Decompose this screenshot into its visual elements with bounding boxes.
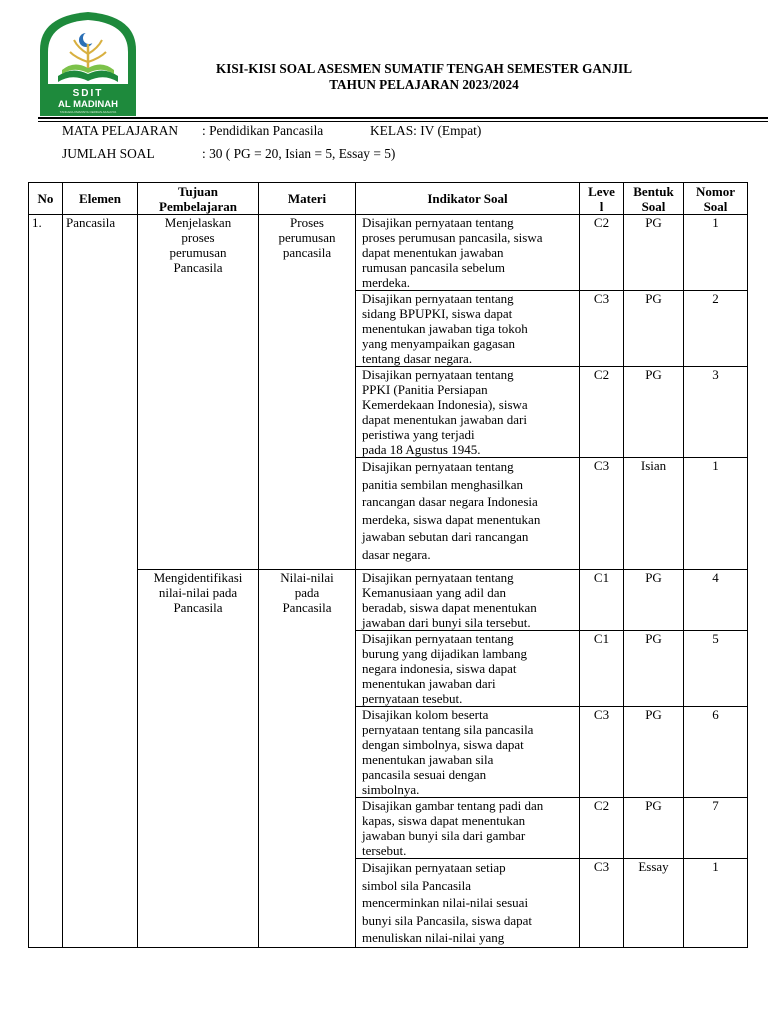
cell-level: C1 [580, 631, 624, 707]
cell-bentuk: PG [624, 798, 684, 859]
cell-indikator: Disajikan pernyataan tentang burung yang dijadikan lambang negara indonesia, siswa dapat menentukan jawaban dari pernyataan tesebut. [356, 631, 580, 707]
cell-indikator: Disajikan pernyataan setiap simbol sila Pancasila mencerminkan nilai-nilai sesuai bunyi sila Pancasila, siswa dapat menuliskan nilai-nilai yang [356, 859, 580, 948]
svg-text:TANGGUH IMANNYA CERDAS AKALNYA: TANGGUH IMANNYA CERDAS AKALNYA [59, 110, 117, 114]
document-title [150, 61, 698, 93]
mapel-value: : Pendidikan Pancasila [202, 123, 324, 138]
kisi-kisi-table [28, 182, 748, 948]
cell-nomor: 6 [684, 707, 748, 798]
table-header-row [29, 183, 748, 215]
cell-level: C3 [580, 458, 624, 570]
cell-nomor: 7 [684, 798, 748, 859]
cell-bentuk: PG [624, 570, 684, 631]
cell-level: C2 [580, 798, 624, 859]
cell-indikator: Disajikan kolom beserta pernyataan tentang sila pancasila dengan simbolnya, siswa dapat menentukan jawaban sila pancasila sesuai dengan simbolnya. [356, 707, 580, 798]
cell-bentuk: PG [624, 215, 684, 291]
cell-bentuk: PG [624, 367, 684, 458]
cell-nomor: 1 [684, 458, 748, 570]
cell-no: 1. [29, 215, 63, 948]
header-nomor: Nomor Soal [684, 183, 748, 215]
mapel-label: MATA PELAJARAN [62, 123, 179, 138]
cell-nomor: 2 [684, 291, 748, 367]
svg-text:AL MADINAH: AL MADINAH [58, 99, 118, 110]
school-logo [36, 10, 140, 120]
jumlah-label: JUMLAH SOAL [62, 146, 155, 161]
header-materi: Materi [259, 183, 356, 215]
cell-nomor: 1 [684, 859, 748, 948]
cell-nomor: 1 [684, 215, 748, 291]
table-row [29, 215, 748, 291]
svg-text:SDIT: SDIT [72, 88, 104, 99]
cell-indikator: Disajikan pernyataan tentang proses perumusan pancasila, siswa dapat menentukan jawaban rumusan pancasila sebelum merdeka. [356, 215, 580, 291]
cell-materi-1: Proses perumusan pancasila [259, 215, 356, 570]
cell-indikator: Disajikan pernyataan tentang PPKI (Panitia Persiapan Kemerdekaan Indonesia), siswa dapat menentukan jawaban dari peristiwa yang terjadi pada 18 Agustus 1945. [356, 367, 580, 458]
header-elemen: Elemen [63, 183, 138, 215]
header-level: Leve l [580, 183, 624, 215]
cell-tujuan-1: Menjelaskan proses perumusan Pancasila [138, 215, 259, 570]
cell-tujuan-2: Mengidentifikasi nilai-nilai pada Pancasila [138, 570, 259, 948]
cell-bentuk: PG [624, 631, 684, 707]
header-rule-thin [38, 121, 768, 122]
cell-bentuk: PG [624, 707, 684, 798]
cell-elemen: Pancasila [63, 215, 138, 948]
cell-indikator: Disajikan pernyataan tentang sidang BPUPKI, siswa dapat menentukan jawaban tiga tokoh yang menyampaikan gagasan tentang dasar negara. [356, 291, 580, 367]
cell-bentuk: Isian [624, 458, 684, 570]
header-no: No [29, 183, 63, 215]
jumlah-value: : 30 ( PG = 20, Isian = 5, Essay = 5) [202, 146, 396, 161]
cell-materi-2: Nilai-nilai pada Pancasila [259, 570, 356, 948]
kelas-value: KELAS: IV (Empat) [370, 123, 482, 138]
cell-level: C3 [580, 859, 624, 948]
header-bentuk: Bentuk Soal [624, 183, 684, 215]
cell-level: C1 [580, 570, 624, 631]
cell-indikator: Disajikan pernyataan tentang Kemanusiaan yang adil dan beradab, siswa dapat menentukan jawaban dari bunyi sila tersebut. [356, 570, 580, 631]
cell-nomor: 3 [684, 367, 748, 458]
cell-indikator: Disajikan pernyataan tentang panitia sembilan menghasilkan rancangan dasar negara Indonesia merdeka, siswa dapat menentukan jawaban sebutan dari rancangan dasar negara. [356, 458, 580, 570]
cell-indikator: Disajikan gambar tentang padi dan kapas, siswa dapat menentukan jawaban bunyi sila dari gambar tersebut. [356, 798, 580, 859]
header-rule-thick [38, 117, 768, 119]
cell-bentuk: PG [624, 291, 684, 367]
cell-level: C3 [580, 707, 624, 798]
header-indikator: Indikator Soal [356, 183, 580, 215]
cell-bentuk: Essay [624, 859, 684, 948]
cell-nomor: 5 [684, 631, 748, 707]
cell-level: C2 [580, 367, 624, 458]
title-line-1: KISI-KISI SOAL ASESMEN SUMATIF TENGAH SEMESTER GANJIL [215, 61, 632, 76]
header-tujuan: Tujuan Pembelajaran [138, 183, 259, 215]
cell-nomor: 4 [684, 570, 748, 631]
cell-level: C2 [580, 215, 624, 291]
title-line-2: TAHUN PELAJARAN 2023/2024 [329, 77, 519, 92]
cell-level: C3 [580, 291, 624, 367]
